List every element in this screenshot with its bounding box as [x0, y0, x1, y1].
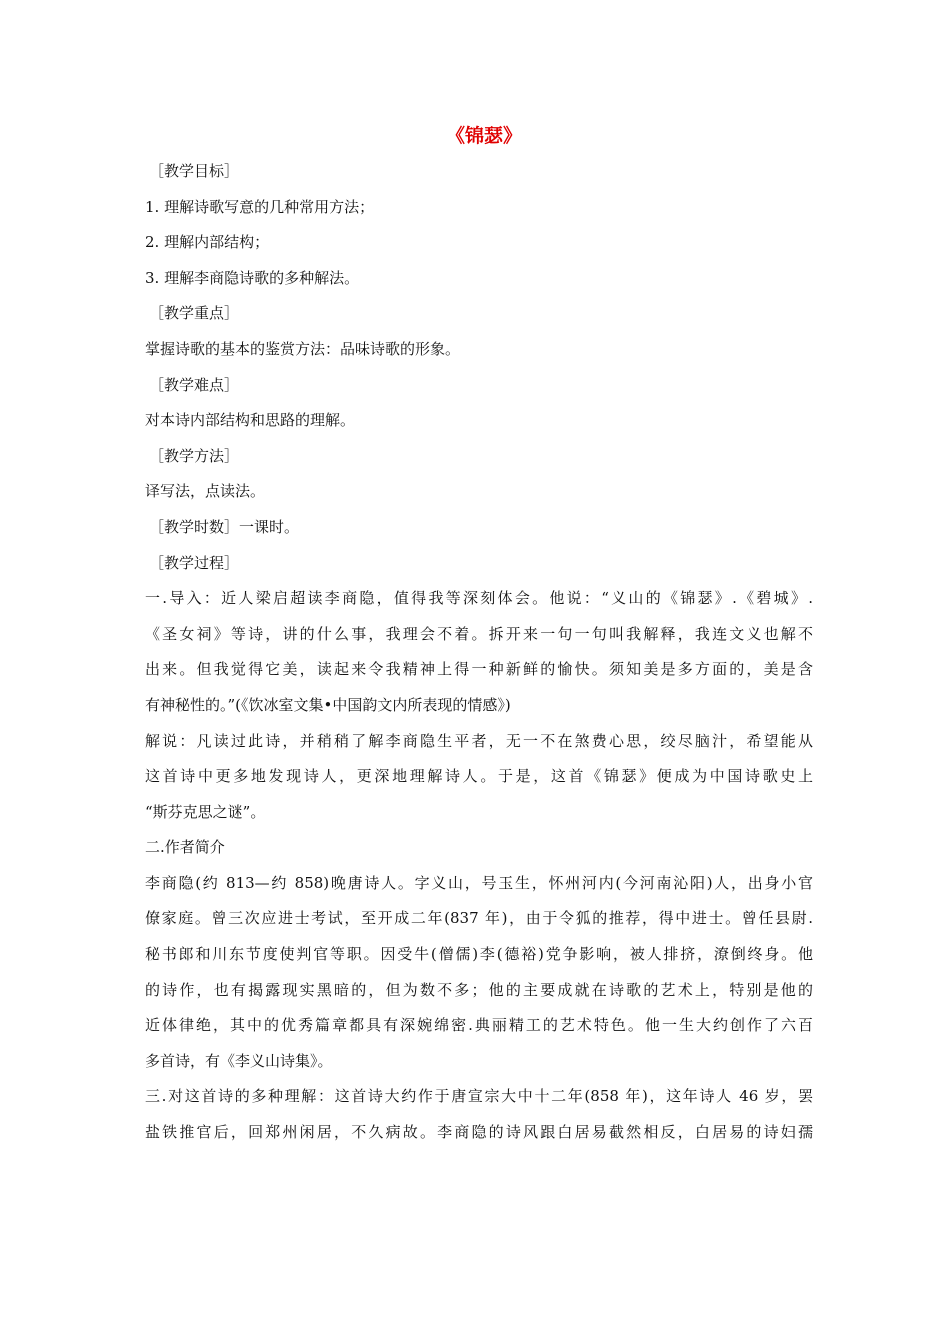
teaching-key-text: 掌握诗歌的基本的鉴赏方法：品味诗歌的形象。 [145, 339, 461, 358]
author-line: 多首诗，有《李义山诗集》。 [145, 1051, 333, 1070]
intro-paragraph [145, 581, 813, 723]
teaching-method-text: 译写法，点读法。 [145, 482, 266, 501]
teaching-hours-line: ［教学时数］一课时。 [149, 517, 300, 536]
teaching-goal-item-2: 2. 理解内部结构； [145, 233, 270, 252]
document-title: 《锦瑟》 [445, 125, 522, 147]
interpretations-line: 盐铁推官后，回郑州闲居，不久病故。李商隐的诗风跟白居易截然相反，白居易的诗妇孺 [145, 1123, 813, 1142]
author-line: 近体律绝，其中的优秀篇章都具有深婉绵密.典丽精工的艺术特色。他一生大约创作了六百 [145, 1016, 813, 1035]
author-line: 李商隐(约 813—约 858)晚唐诗人。字义山，号玉生，怀州河内(今河南沁阳)人，出身小官 [145, 873, 813, 892]
intro-line: 有神秘性的。”(《饮冰室文集•中国韵文内所表现的情感》) [145, 695, 511, 714]
author-heading: 二.作者简介 [145, 838, 225, 857]
author-line: 僚家庭。曾三次应进士考试，至开成二年(837 年)，由于令狐的推荐，得中进士。曾任县尉. [145, 909, 813, 928]
teaching-goal-heading: ［教学目标］ [149, 162, 240, 180]
teaching-difficulty-heading: ［教学难点］ [149, 375, 240, 394]
teaching-method-heading: ［教学方法］ [149, 446, 240, 465]
author-paragraph [145, 866, 813, 1080]
document-page [145, 118, 813, 1151]
explanation-line: 这首诗中更多地发现诗人，更深地理解诗人。于是，这首《锦瑟》便成为中国诗歌史上 [145, 767, 813, 786]
interpretations-line: 三.对这首诗的多种理解：这首诗大约作于唐宣宗大中十二年(858 年)，这年诗人 46 岁，罢 [145, 1087, 813, 1106]
teaching-key-heading: ［教学重点］ [149, 304, 240, 323]
teaching-goal-item-3: 3. 理解李商隐诗歌的多种解法。 [145, 268, 360, 287]
explanation-line: “斯芬克思之谜”。 [145, 802, 266, 821]
explanation-paragraph [145, 724, 813, 831]
teaching-goal-item-1: 1. 理解诗歌写意的几种常用方法； [145, 197, 375, 216]
teaching-process-heading: ［教学过程］ [149, 553, 240, 572]
intro-line: 出来。但我觉得它美，读起来令我精神上得一种新鲜的愉快。须知美是多方面的，美是含 [145, 660, 813, 679]
author-line: 的诗作，也有揭露现实黑暗的，但为数不多；他的主要成就在诗歌的艺术上，特别是他的 [145, 980, 813, 999]
intro-line: 《圣女祠》等诗，讲的什么事，我理会不着。拆开来一句一句叫我解释，我连文义也解不 [145, 624, 813, 643]
interpretations-paragraph [145, 1079, 813, 1150]
author-line: 秘书郎和川东节度使判官等职。因受牛(僧儒)李(德裕)党争影响，被人排挤，潦倒终身。他 [145, 945, 813, 964]
explanation-line: 解说：凡读过此诗，并稍稍了解李商隐生平者，无一不在煞费心思，绞尽脑汁，希望能从 [145, 731, 813, 750]
teaching-difficulty-text: 对本诗内部结构和思路的理解。 [145, 411, 356, 430]
intro-line: 一.导入：近人梁启超读李商隐，值得我等深刻体会。他说：“义山的《锦瑟》.《碧城》. [145, 589, 813, 608]
